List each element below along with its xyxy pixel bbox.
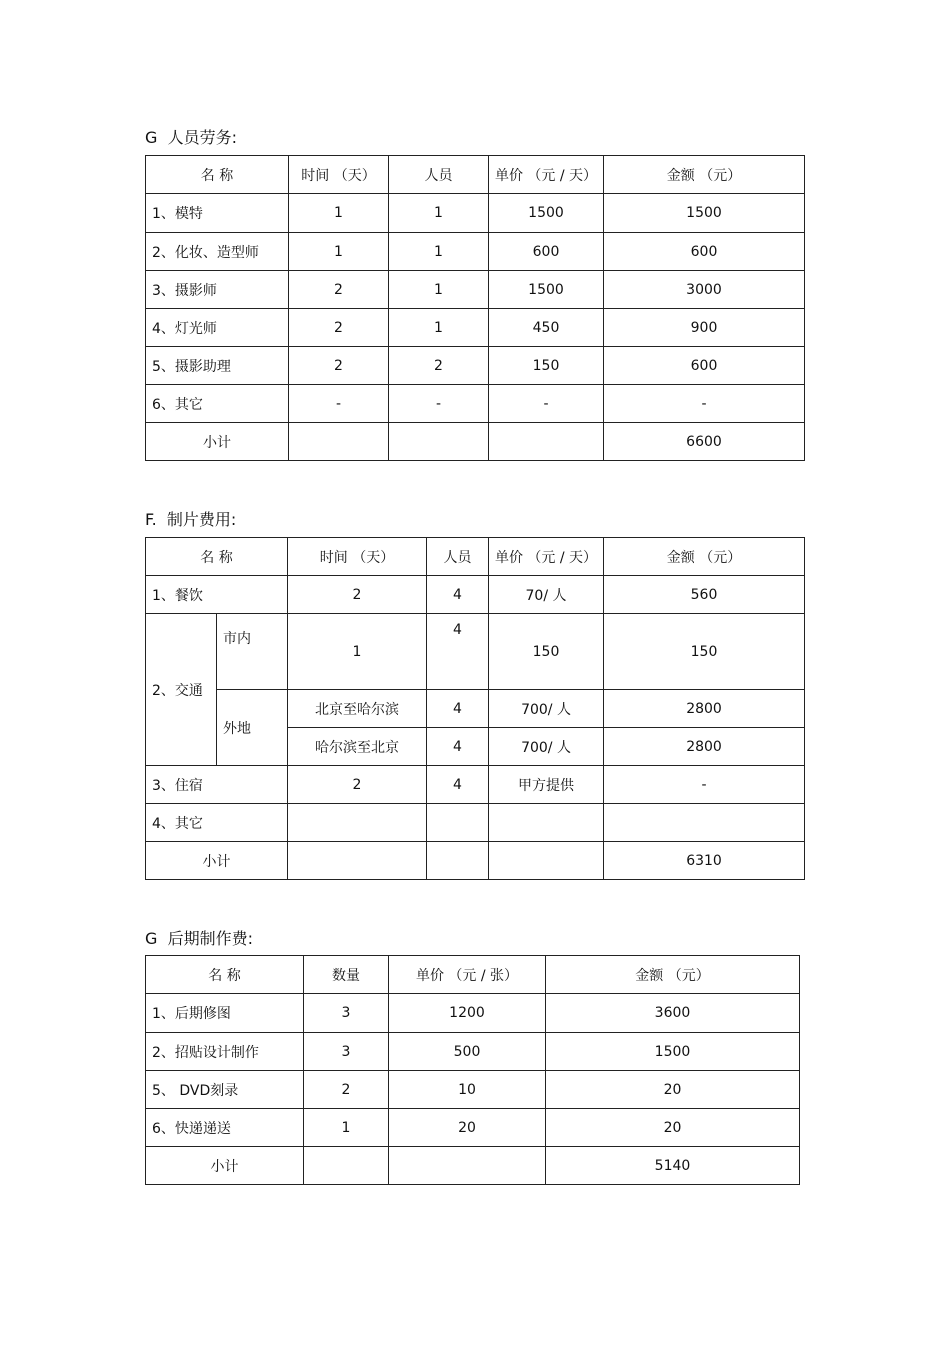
item-name: 5、摄影助理 (146, 347, 289, 385)
subtotal-value: 6600 (604, 423, 805, 461)
quantity-cell: 3 (304, 1033, 389, 1071)
empty-cell (427, 842, 489, 880)
amount-cell: 2800 (604, 690, 805, 728)
empty-cell (427, 804, 489, 842)
unit-price-cell: 10 (389, 1071, 546, 1109)
item-name: 1、模特 (146, 194, 289, 233)
header-cell: 名 称 (146, 156, 289, 194)
days-cell: 1 (288, 614, 427, 690)
table-row (146, 804, 805, 842)
table-row (146, 385, 805, 423)
persons-cell: - (389, 385, 489, 423)
item-name: 1、餐饮 (146, 576, 288, 614)
amount-cell: 560 (604, 576, 805, 614)
section-title-post-production: G 后期制作费: (145, 929, 253, 948)
table-row (146, 1033, 800, 1071)
item-name: 1、后期修图 (146, 994, 304, 1033)
amount-cell: 900 (604, 309, 805, 347)
days-cell: 1 (289, 194, 389, 233)
header-row (146, 538, 805, 576)
header-row (146, 156, 805, 194)
item-name: 3、摄影师 (146, 271, 289, 309)
amount-cell: 1500 (604, 194, 805, 233)
days-cell: 1 (289, 233, 389, 271)
unit-price-cell: 甲方提供 (489, 766, 604, 804)
table-row (146, 576, 805, 614)
subtotal-label: 小计 (146, 842, 288, 880)
persons-cell: 2 (389, 347, 489, 385)
amount-cell: 3000 (604, 271, 805, 309)
amount-cell: 150 (604, 614, 805, 690)
subtotal-value: 5140 (546, 1147, 800, 1185)
empty-cell (389, 1147, 546, 1185)
unit-price-cell: 1500 (489, 271, 604, 309)
section-title-production: F. 制片费用: (145, 510, 237, 529)
header-cell: 单价 （元 / 天） (489, 156, 604, 194)
table-row (146, 194, 805, 233)
empty-cell (288, 842, 427, 880)
amount-cell: 20 (546, 1071, 800, 1109)
table-row (146, 271, 805, 309)
item-name: 4、灯光师 (146, 309, 289, 347)
header-cell: 时间 （天） (288, 538, 427, 576)
route-cell: 哈尔滨至北京 (288, 728, 427, 766)
unit-price-cell: 450 (489, 309, 604, 347)
table-row (146, 1109, 800, 1147)
amount-cell: 600 (604, 233, 805, 271)
table-row (146, 690, 805, 728)
header-cell: 人员 (389, 156, 489, 194)
days-cell: - (289, 385, 389, 423)
header-cell: 数量 (304, 956, 389, 994)
header-row (146, 956, 800, 994)
unit-price-cell: - (489, 385, 604, 423)
table-row (146, 994, 800, 1033)
header-cell: 金额 （元） (604, 156, 805, 194)
unit-price-cell: 20 (389, 1109, 546, 1147)
header-cell: 金额 （元） (604, 538, 805, 576)
subtotal-label: 小计 (146, 1147, 304, 1185)
sub-item-name: 外地 (217, 690, 288, 766)
subtotal-value: 6310 (604, 842, 805, 880)
unit-price-cell: 70/ 人 (489, 576, 604, 614)
empty-cell (489, 804, 604, 842)
unit-price-cell: 150 (489, 347, 604, 385)
section-title-labor: G 人员劳务: (145, 128, 237, 147)
persons-cell: 4 (427, 614, 489, 690)
empty-cell (289, 423, 389, 461)
sub-item-name: 市内 (217, 614, 288, 690)
item-name: 5、 DVD刻录 (146, 1071, 304, 1109)
empty-cell (304, 1147, 389, 1185)
empty-cell (389, 423, 489, 461)
subtotal-row (146, 1147, 800, 1185)
header-cell: 名 称 (146, 538, 288, 576)
unit-price-cell: 700/ 人 (489, 690, 604, 728)
unit-price-cell: 1200 (389, 994, 546, 1033)
amount-cell: 3600 (546, 994, 800, 1033)
days-cell: 2 (288, 766, 427, 804)
header-cell: 单价 （元 / 天） (489, 538, 604, 576)
persons-cell: 1 (389, 271, 489, 309)
header-cell: 名 称 (146, 956, 304, 994)
labor-table (145, 155, 805, 461)
table-row (146, 309, 805, 347)
subtotal-row (146, 842, 805, 880)
unit-price-cell: 150 (489, 614, 604, 690)
days-cell: 2 (289, 271, 389, 309)
unit-price-cell: 600 (489, 233, 604, 271)
table-row (146, 1071, 800, 1109)
amount-cell: - (604, 766, 805, 804)
amount-cell: 1500 (546, 1033, 800, 1071)
table-row (146, 347, 805, 385)
subtotal-row (146, 423, 805, 461)
quantity-cell: 1 (304, 1109, 389, 1147)
unit-price-cell: 500 (389, 1033, 546, 1071)
header-cell: 单价 （元 / 张） (389, 956, 546, 994)
quantity-cell: 2 (304, 1071, 389, 1109)
persons-cell: 1 (389, 233, 489, 271)
route-cell: 北京至哈尔滨 (288, 690, 427, 728)
subtotal-label: 小计 (146, 423, 289, 461)
table-row (146, 233, 805, 271)
persons-cell: 1 (389, 194, 489, 233)
item-name: 3、住宿 (146, 766, 288, 804)
item-name: 4、其它 (146, 804, 288, 842)
empty-cell (288, 804, 427, 842)
days-cell: 2 (289, 309, 389, 347)
item-name: 6、其它 (146, 385, 289, 423)
persons-cell: 4 (427, 690, 489, 728)
quantity-cell: 3 (304, 994, 389, 1033)
empty-cell (489, 842, 604, 880)
days-cell: 2 (289, 347, 389, 385)
table-row (146, 614, 805, 690)
unit-price-cell: 1500 (489, 194, 604, 233)
amount-cell: 20 (546, 1109, 800, 1147)
unit-price-cell: 700/ 人 (489, 728, 604, 766)
header-cell: 金额 （元） (546, 956, 800, 994)
production-table (145, 537, 805, 880)
persons-cell: 4 (427, 766, 489, 804)
empty-cell (489, 423, 604, 461)
item-name: 2、交通 (146, 614, 217, 766)
amount-cell: 600 (604, 347, 805, 385)
post-production-table (145, 955, 800, 1185)
item-name: 2、化妆、造型师 (146, 233, 289, 271)
persons-cell: 4 (427, 728, 489, 766)
empty-cell (604, 804, 805, 842)
amount-cell: - (604, 385, 805, 423)
table-row (146, 766, 805, 804)
amount-cell: 2800 (604, 728, 805, 766)
item-name: 6、快递递送 (146, 1109, 304, 1147)
persons-cell: 1 (389, 309, 489, 347)
persons-cell: 4 (427, 576, 489, 614)
days-cell: 2 (288, 576, 427, 614)
header-cell: 人员 (427, 538, 489, 576)
item-name: 2、招贴设计制作 (146, 1033, 304, 1071)
header-cell: 时间 （天） (289, 156, 389, 194)
